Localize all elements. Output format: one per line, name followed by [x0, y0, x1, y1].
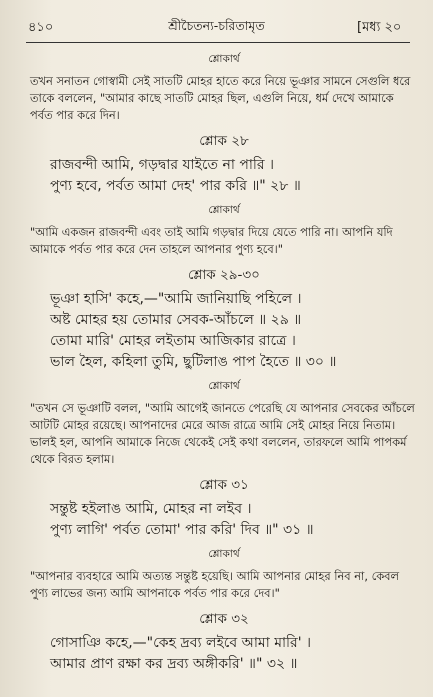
verse-line: রাজবন্দী আমি, গড়দ্বার যাইতে না পারি ।: [50, 157, 275, 173]
verse-block: [30, 499, 418, 541]
section-marker: [মধ্য ২০: [357, 20, 402, 35]
verse-line: ভাল হৈল, কহিলা তুমি, ছুটিলাঙ পাপ হৈতে ॥ ৩০ ॥: [50, 354, 337, 370]
translation-paragraph: "আপনার ব্যবহারে আমি অত্যন্ত সন্তুষ্ট হয়েছি। আমি আপনার মোহর নিব না, কেবল পুণ্য লাভের জন্য আমি আপনাকে পর্বত পার করে দেব।": [30, 569, 400, 600]
verse-line: আমার প্রাণ রক্ষা কর দ্রব্য অঙ্গীকরি' ॥" ৩২ ॥: [50, 656, 298, 672]
verse-block: [30, 289, 418, 373]
running-title: শ্রীচৈতন্য-চরিতামৃত: [168, 18, 265, 33]
verse-line: গোসাঞি কহে,—"কেহ দ্রব্য লইবে আমা মারি' ।: [50, 635, 312, 651]
translation-label: শ্লোকার্থ: [208, 53, 240, 65]
verse-line: অষ্ট মোহর হয় তোমার সেবক-আঁচলে ॥ ২৯ ॥: [50, 312, 302, 328]
translation-label: শ্লোকার্থ: [208, 380, 240, 392]
verse-heading: শ্লোক ২৯-৩০: [188, 267, 260, 283]
verse-heading: শ্লোক ২৮: [199, 133, 249, 149]
header-rule: [26, 42, 410, 43]
verse-block: [30, 155, 418, 197]
verse-block: [30, 633, 418, 675]
verse-line: সন্তুষ্ট হইলাঙ আমি, মোহর না লইব ।: [50, 501, 252, 517]
verse-line: তোমা মারি' মোহর লইতাম আজিকার রাত্রে ।: [50, 333, 296, 349]
verse-line: পুণ্য লাগি' পর্বত তোমা' পার করি' দিব ॥" ৩১ ॥: [50, 522, 314, 538]
page-number: ৪১০: [28, 20, 54, 35]
verse-line: ভূঞা হাসি' কহে,—"আমি জানিয়াছি পহিলে ।: [50, 291, 302, 307]
translation-paragraph: তখন সনাতন গোস্বামী সেই সাতটি মোহর হাতে করে নিয়ে ভূঞার সামনে সেগুলি ধরে তাকে বললেন, "আমার কাছে সাতটি মোহর ছিল, এগুলি নিয়ে, ধর্ম দেখে আমাকে পর্বত পার করে দিন।: [30, 74, 411, 122]
verse-heading: শ্লোক ৩২: [199, 611, 249, 627]
translation-paragraph: "আমি একজন রাজবন্দী এবং তাই আমি গড়দ্বার দিয়ে যেতে পারি না। আপনি যদি আমাকে পর্বত পার করে দেন তাহলে আপনার পুণ্য হবে।": [30, 225, 393, 256]
page-header: [0, 6, 433, 40]
translation-label: শ্লোকার্থ: [208, 204, 240, 216]
translation-paragraph: "তখন সে ভূঞাটি বলল, "আমি আগেই জানতে পেরেছি যে আপনার সেবকের আঁচলে আটটি মোহর রয়েছে। আপনাদের মেরে আজ রাত্রে আমি সেই মোহর নিয়ে নিতাম। ভালই হল, আপনি আমাকে নিজে থেকেই সেই কথা বললেন, তারফলে আমি পাপকর্ম থেকে বিরত হলাম।: [30, 401, 415, 466]
verse-line: পুণ্য হবে, পর্বত আমা দেহ' পার করি ॥" ২৮ ॥: [50, 178, 301, 194]
verse-heading: শ্লোক ৩১: [199, 477, 249, 493]
page-body: [30, 46, 418, 675]
translation-label: শ্লোকার্থ: [208, 548, 240, 560]
